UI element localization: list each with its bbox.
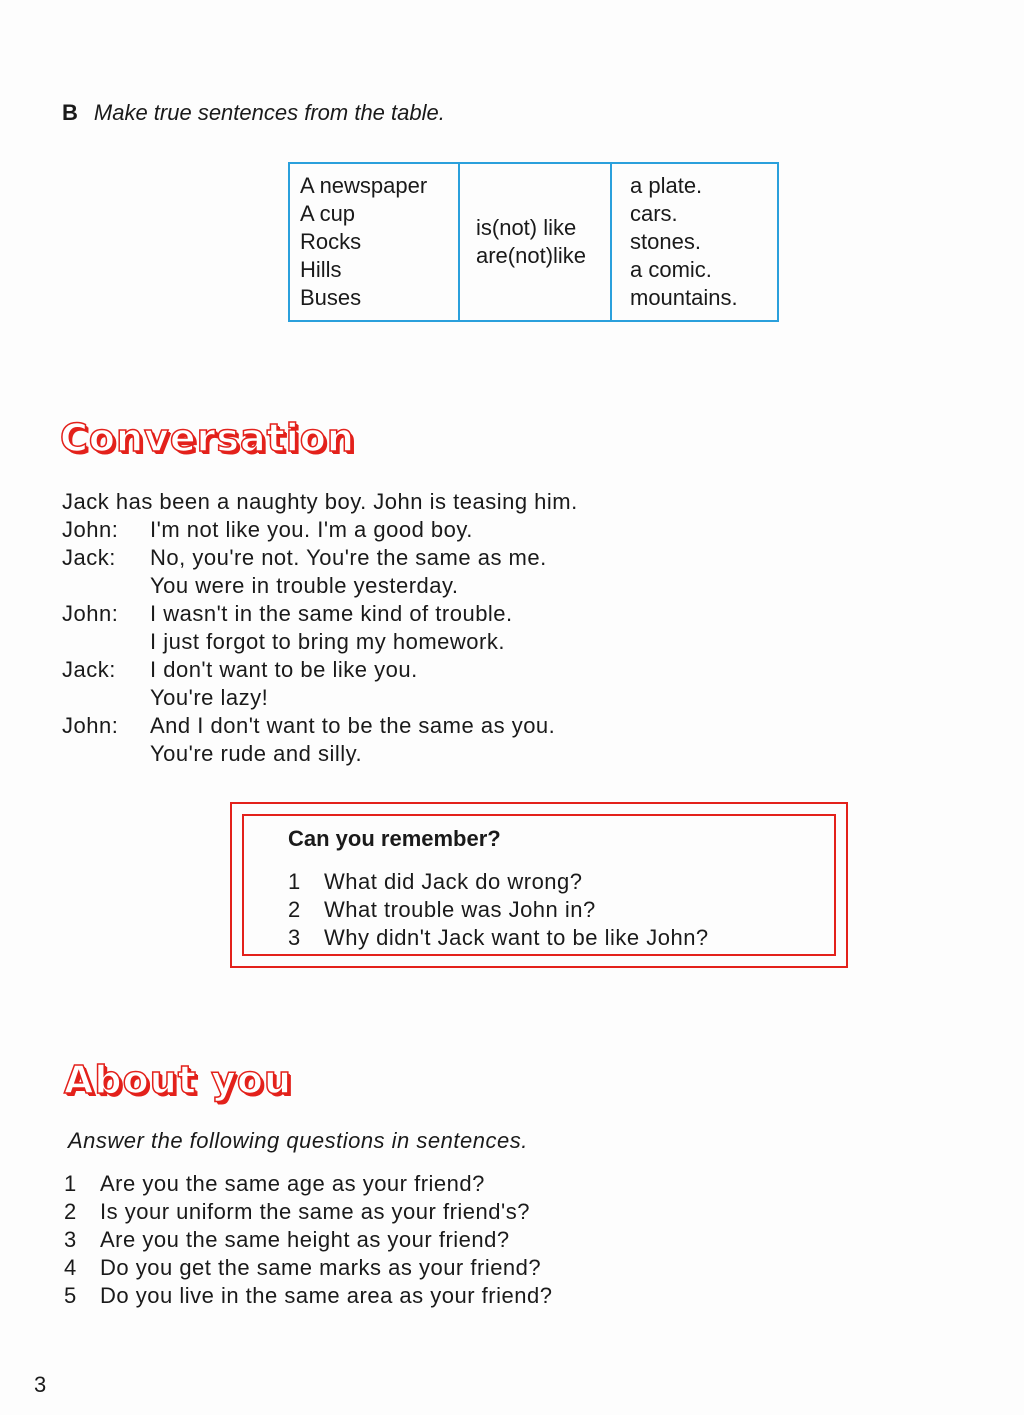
question-number: 2	[288, 897, 301, 922]
speaker-label: John:	[62, 713, 119, 738]
speaker-label: John:	[62, 517, 119, 542]
about-question	[64, 1226, 552, 1254]
question-text: Do you get the same marks as your friend?	[100, 1255, 542, 1280]
speaker-label	[62, 572, 150, 600]
dialogue-text: No, you're not. You're the same as me.	[150, 545, 547, 570]
dialogue-line	[62, 572, 578, 600]
question-text: Are you the same height as your friend?	[100, 1227, 510, 1252]
table-column-verbs	[459, 163, 611, 321]
question-number: 1	[64, 1171, 77, 1196]
substitution-table	[288, 162, 779, 322]
dialogue-text: I don't want to be like you.	[150, 657, 418, 682]
conversation-dialogue	[62, 488, 578, 768]
dialogue-line	[62, 712, 578, 740]
dialogue-text: You're rude and silly.	[150, 741, 363, 766]
remember-question	[288, 896, 709, 924]
speaker-label: Jack:	[62, 657, 116, 682]
dialogue-text: I just forgot to bring my homework.	[150, 629, 505, 654]
dialogue-text: You're lazy!	[150, 685, 269, 710]
table-cell: a comic.	[630, 257, 712, 282]
instruction-text: Make true sentences from the table.	[93, 100, 445, 125]
dialogue-line	[62, 600, 578, 628]
question-text: Do you live in the same area as your friend?	[100, 1283, 553, 1308]
question-number: 4	[64, 1255, 77, 1280]
dialogue-line	[62, 628, 578, 656]
speaker-label	[62, 628, 150, 656]
table-cell: is(not) like	[476, 215, 577, 240]
table-column-objects	[611, 163, 778, 321]
exercise-letter: B	[62, 100, 78, 125]
question-number: 5	[64, 1283, 77, 1308]
dialogue-line	[62, 544, 578, 572]
about-question	[64, 1254, 552, 1282]
question-text: Why didn't Jack want to be like John?	[324, 925, 709, 950]
dialogue-line	[62, 656, 578, 684]
speaker-label	[62, 684, 150, 712]
about-you-instruction: Answer the following questions in sentences.	[68, 1128, 528, 1153]
table-cell: mountains.	[630, 285, 738, 310]
dialogue-text: And I don't want to be the same as you.	[150, 713, 556, 738]
question-number: 3	[288, 925, 301, 950]
speaker-label	[62, 740, 150, 768]
question-text: Are you the same age as your friend?	[100, 1171, 485, 1196]
table-cell: stones.	[630, 229, 701, 254]
table-cell: A newspaper	[300, 173, 428, 198]
table-column-subjects	[289, 163, 459, 321]
exercise-b-instruction	[62, 100, 445, 126]
table-cell: a plate.	[630, 173, 703, 198]
about-question	[64, 1198, 552, 1226]
speaker-label: John:	[62, 601, 119, 626]
table-cell: A cup	[300, 201, 356, 226]
question-text: What did Jack do wrong?	[324, 869, 583, 894]
remember-question	[288, 868, 709, 896]
about-question	[64, 1170, 552, 1198]
question-text: Is your uniform the same as your friend's?	[100, 1199, 530, 1224]
dialogue-line	[62, 684, 578, 712]
speaker-label: Jack:	[62, 545, 116, 570]
question-number: 2	[64, 1199, 77, 1224]
table-cell: Hills	[300, 257, 342, 282]
table-cell: cars.	[630, 201, 678, 226]
dialogue-line	[62, 740, 578, 768]
dialogue-text: I'm not like you. I'm a good boy.	[150, 517, 473, 542]
table-cell: Rocks	[300, 229, 362, 254]
remember-title: Can you remember?	[288, 826, 501, 851]
question-text: What trouble was John in?	[324, 897, 596, 922]
table-cell: are(not)like	[476, 243, 587, 268]
about-question	[64, 1282, 552, 1310]
conversation-intro: Jack has been a naughty boy. John is teasing him.	[62, 489, 578, 514]
about-you-heading: About you	[64, 1058, 293, 1102]
question-number: 1	[288, 869, 301, 894]
dialogue-text: You were in trouble yesterday.	[150, 573, 459, 598]
conversation-heading: Conversation	[60, 416, 355, 460]
about-you-questions	[64, 1170, 552, 1310]
remember-box	[230, 802, 848, 968]
remember-question	[288, 924, 709, 952]
remember-questions	[288, 868, 709, 952]
question-number: 3	[64, 1227, 77, 1252]
dialogue-line	[62, 516, 578, 544]
page-number: 3	[34, 1372, 47, 1397]
table-cell: Buses	[300, 285, 362, 310]
dialogue-text: I wasn't in the same kind of trouble.	[150, 601, 513, 626]
